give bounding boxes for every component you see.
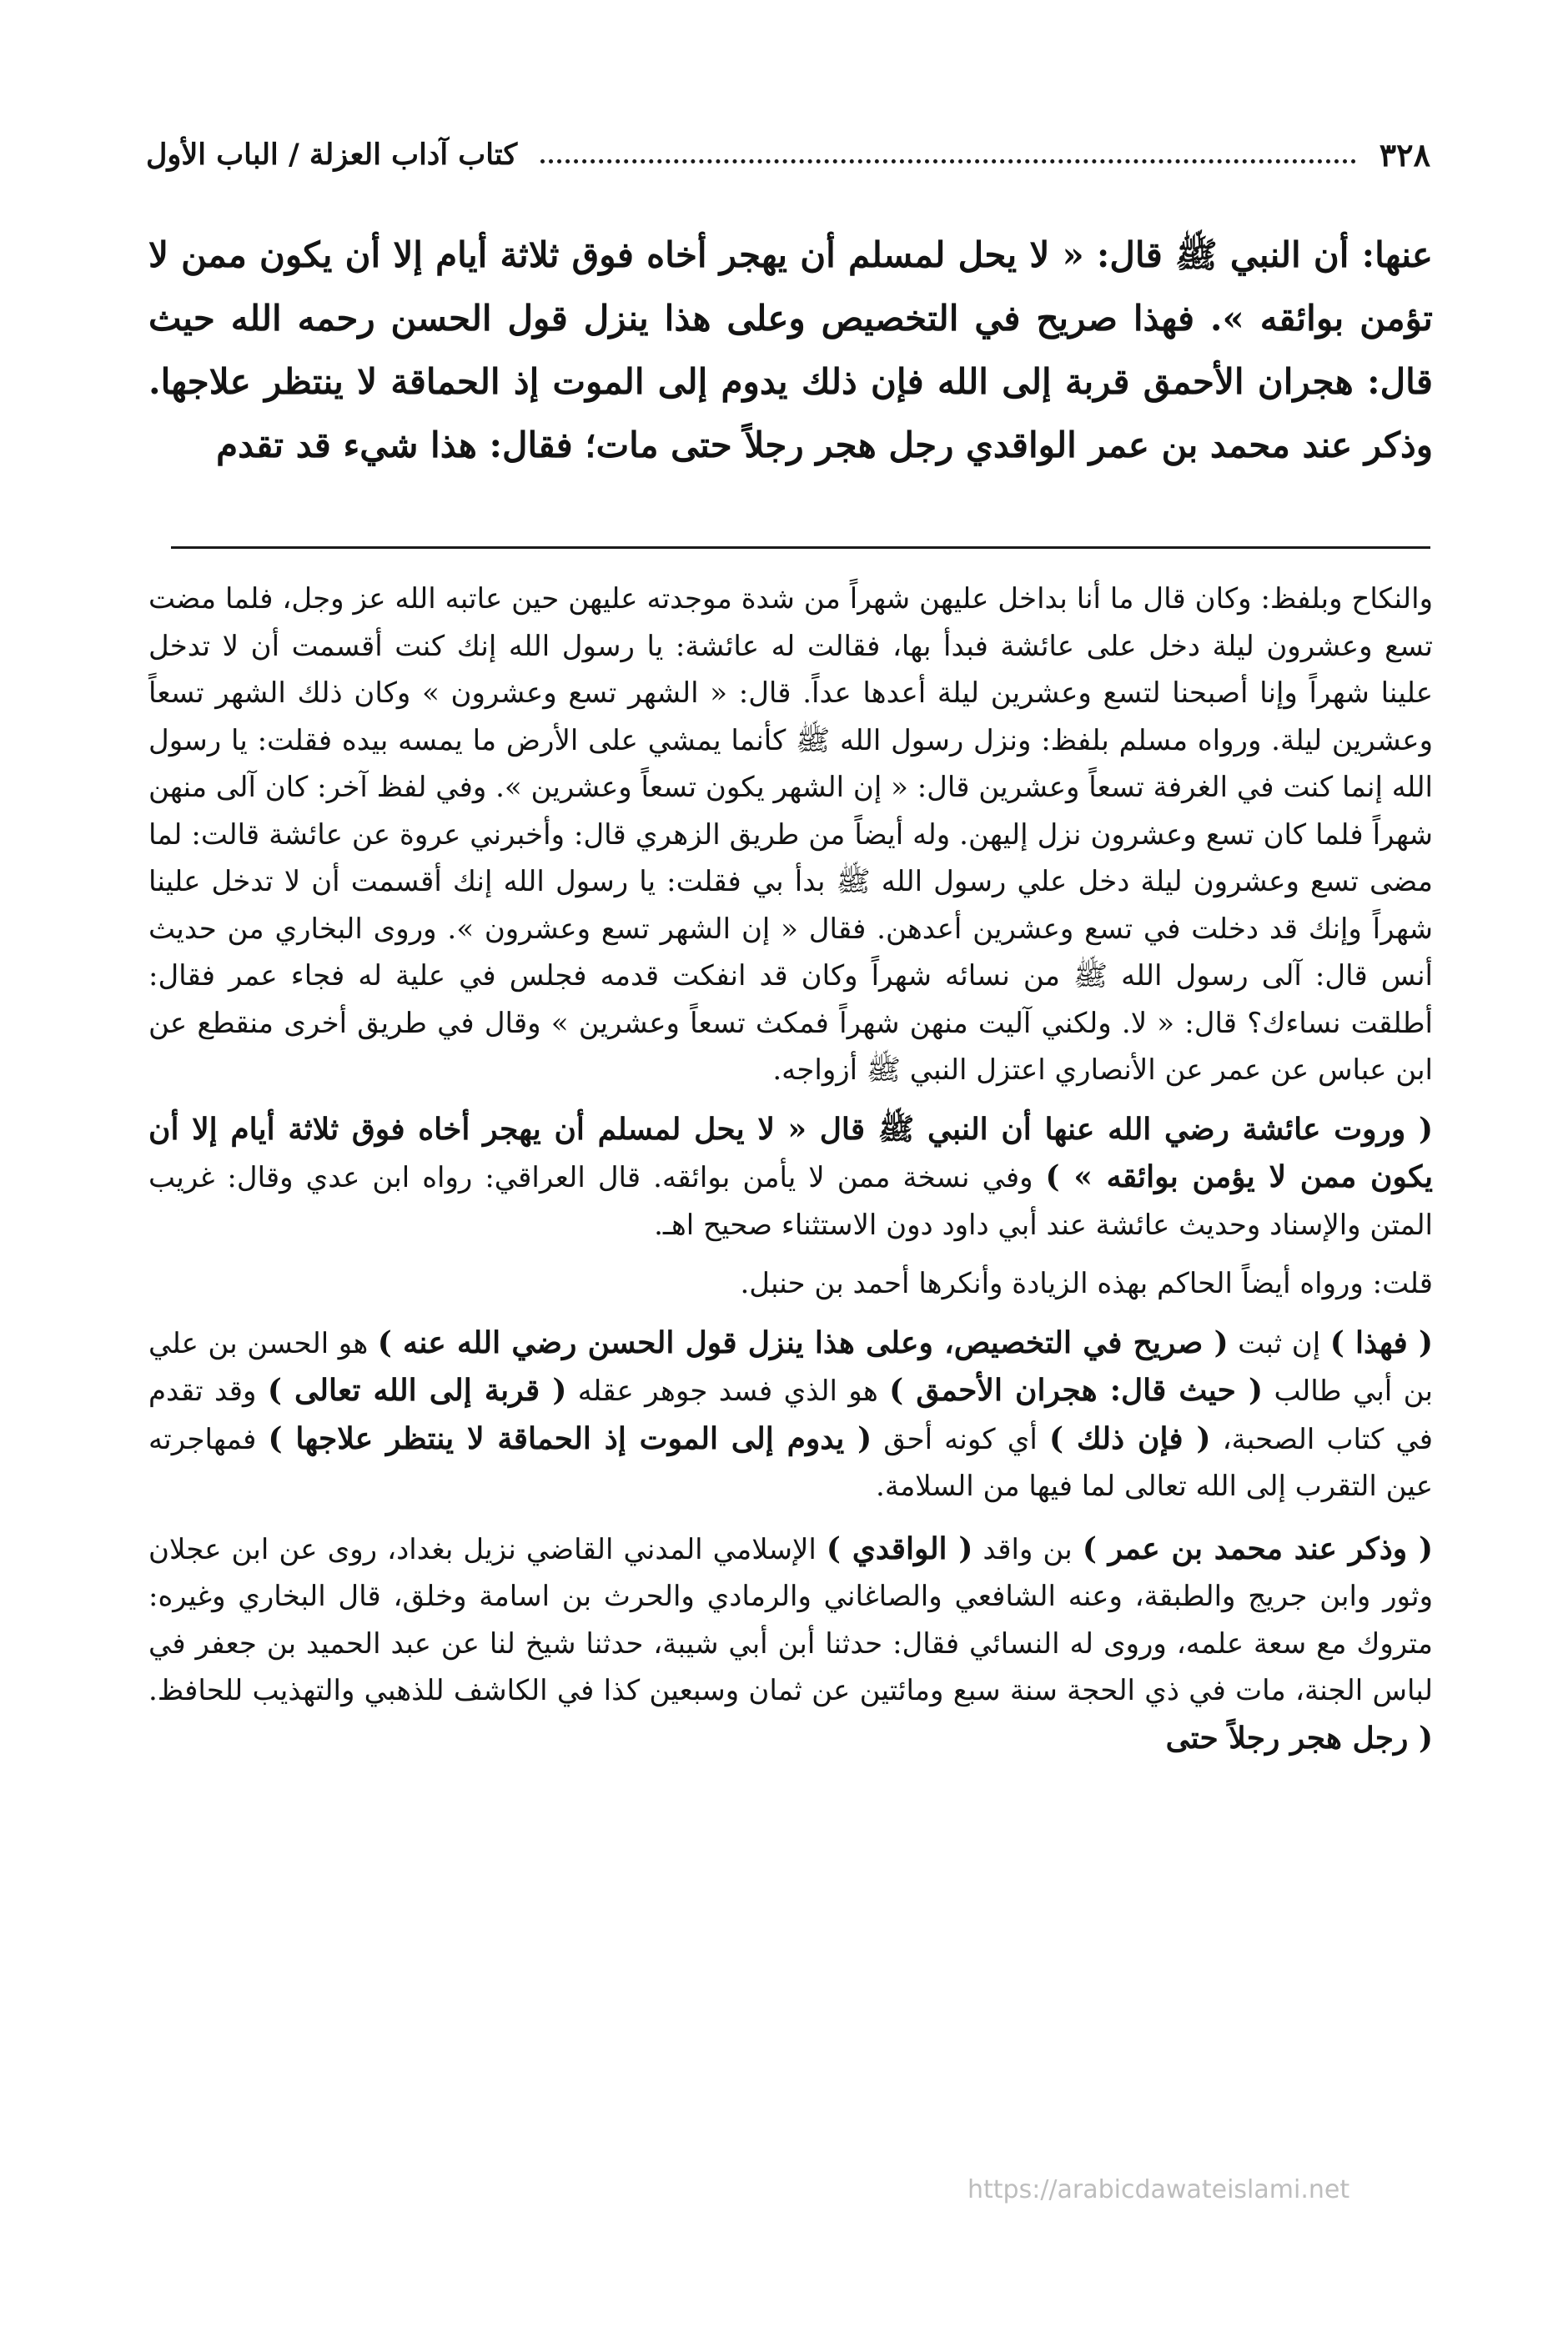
page-number: ٣٢٨ (1379, 135, 1430, 173)
commentary-text: فمهاجرته عين التقرب إلى الله تعالى لما فيها من السلامة. (148, 1422, 1433, 1503)
commentary-text: إن ثبت (1228, 1326, 1330, 1360)
leader-dots (540, 159, 1356, 163)
running-header (146, 125, 1430, 183)
commentary-text: الإسلامي المدني القاضي نزيل بغداد، روى عن ابن عجلان وثور وابن جريج والطبقة، وعنه الشافعي والصاغاني والرمادي والحرث بن اسامة وخلق، قال البخاري وغيره: متروك مع سعة علمه، وروى له النسائي فقال: حدثنا أبن أبي شيبة، حدثنا شيخ لنا عن عبد الحميد بن جعفر في لباس الجنة، مات في ذي الحجة سنة سبع ومائتين عن ثمان وسبعين كذا في الكاشف للذهبي والتهذيب للحافظ. (148, 1532, 1433, 1707)
quoted-text: ( حيث قال: هجران الأحمق ) (889, 1373, 1264, 1408)
commentary-text: هو الذي فسد جوهر عقله (566, 1375, 890, 1408)
commentary-text: بن واقد (972, 1532, 1083, 1566)
watermark-url: https://arabicdawateislami.net (967, 2175, 1350, 2204)
quoted-text: ( يدوم إلى الموت إذ الحماقة لا ينتظر علاجها ) (268, 1420, 872, 1456)
commentary-paragraph-2 (148, 1106, 1433, 1249)
commentary-paragraph-1: والنكاح وبلفظ: وكان قال ما أنا بداخل عليهن شهراً من شدة موجدته عليهن حين عاتبه الله عز وجل، فلما مضت تسع وعشرون ليلة دخل على عائشة فبدأ بها، فقالت له عائشة: يا رسول الله إنك كنت أقسمت أن لا تدخل علينا شهراً وإنا أصبحنا لتسع وعشرين ليلة أعدها عداً. قال: « الشهر تسع وعشرون » وكان ذلك الشهر تسعاً وعشرين ليلة. ورواه مسلم بلفظ: ونزل رسول الله ﷺ كأنما يمشي على الأرض ما يمسه بيده فقلت: يا رسول الله إنما كنت في الغرفة تسعاً وعشرين قال: « إن الشهر يكون تسعاً وعشرين ». وفي لفظ آخر: كان آلى منهن شهراً فلما كان تسع وعشرون نزل إليهن. وله أيضاً من طريق الزهري قال: وأخبرني عروة عن عائشة قالت: لما مضى تسع وعشرون ليلة دخل علي رسول الله ﷺ بدأ بي فقلت: يا رسول الله إنك أقسمت أن لا تدخل علينا شهراً وإنك قد دخلت في تسع وعشرين أعدهن. فقال « إن الشهر تسع وعشرون ». وروى البخاري من حديث أنس قال: آلى رسول الله ﷺ من نسائه شهراً وكان قد انفكت قدمه فجلس في علية له فجاء عمر فقال: أطلقت نساءك؟ قال: « لا. ولكني آليت منهن شهراً فمكث تسعاً وعشرين » وقال في طريق أخرى منقطع عن ابن عباس عن عمر عن الأنصاري اعتزل النبي ﷺ أزواجه. (148, 582, 1434, 1087)
commentary-paragraph-3: قلت: ورواه أيضاً الحاكم بهذه الزيادة وأنكرها أحمد بن حنبل. (740, 1267, 1433, 1300)
quoted-text: ( قربة إلى الله تعالى ) (267, 1373, 567, 1408)
commentary-text: أي كونه أحق (872, 1422, 1049, 1456)
commentary-paragraph-5 (148, 1525, 1433, 1763)
quoted-hadith: ( وروت عائشة رضي الله عنها أن النبي ﷺ قال « لا يحل لمسلم أن يهجر أخاه فوق ثلاثة أيام إلا أن يكون ممن لا يؤمن بوائقه » ) (148, 1111, 1433, 1194)
commentary-text: هو الحسن بن علي بن أبي طالب (148, 1326, 1433, 1408)
chapter-title: كتاب آداب العزلة / الباب الأول (146, 137, 518, 172)
quoted-text: ( رجل هجر رجلاً حتى (1165, 1720, 1433, 1756)
quoted-text: ( الواقدي ) (826, 1530, 973, 1566)
footnote-separator (171, 546, 1430, 549)
commentary-text: وفي نسخة ممن لا يأمن بوائقه. قال العراقي: رواه ابن عدي وقال: غريب المتن والإسناد وحديث عائشة عند أبي داود دون الاستثناء صحيح اهـ. (148, 1161, 1433, 1242)
commentary-paragraph-4 (148, 1319, 1433, 1510)
commentary-text: وقد تقدم في كتاب الصحبة، (148, 1375, 1433, 1456)
quoted-text: ( فهذا ) (1329, 1324, 1433, 1360)
quoted-text: ( صريح في التخصيص، وعلى هذا ينزل قول الحسن رضي الله عنه ) (377, 1324, 1229, 1360)
commentary-section (148, 575, 1433, 1762)
quoted-text: ( فإن ذلك ) (1048, 1420, 1211, 1456)
main-text: عنها: أن النبي ﷺ قال: « لا يحل لمسلم أن يهجر أخاه فوق ثلاثة أيام إلا أن يكون ممن لا تؤمن بوائقه ». فهذا صريح في التخصيص وعلى هذا ينزل قول الحسن رحمه الله حيث قال: هجران الأحمق قربة إلى الله فإن ذلك يدوم إلى الموت إذ الحماقة لا ينتظر علاجها. وذكر عند محمد بن عمر الواقدي رجل هجر رجلاً حتى مات؛ فقال: هذا شيء قد تقدم (148, 234, 1433, 465)
quoted-text: ( وذكر عند محمد بن عمر ) (1082, 1530, 1433, 1566)
